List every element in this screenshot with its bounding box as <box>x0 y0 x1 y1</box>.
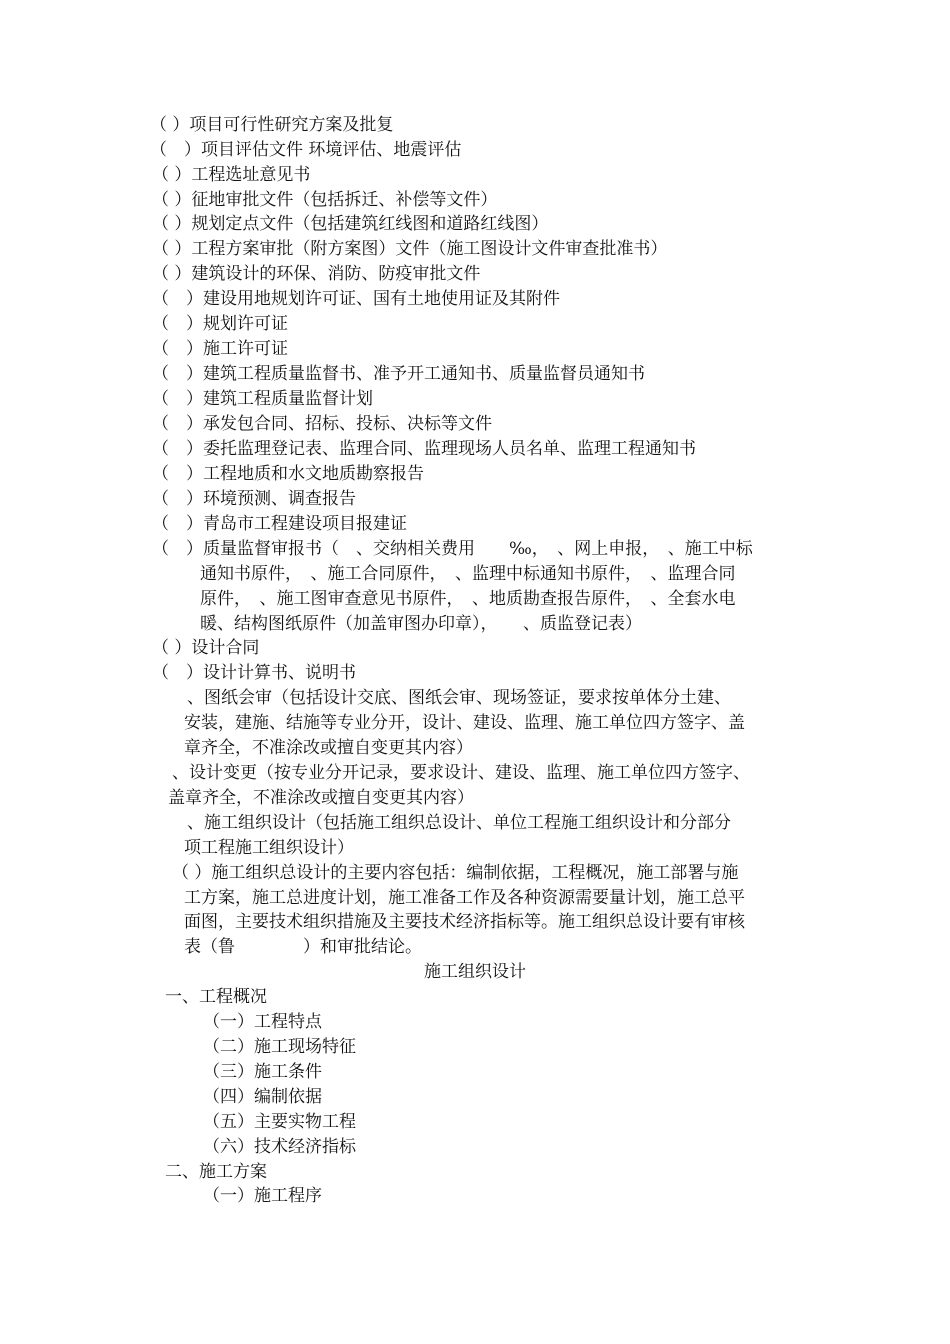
checklist-item: （ ）青岛市工程建设项目报建证 <box>152 514 407 534</box>
checklist-item: （ ）工程地质和水文地质勘察报告 <box>152 464 424 484</box>
outline-subitem: （六）技术经济指标 <box>203 1137 356 1157</box>
outline-section: 一、工程概况 <box>165 987 267 1007</box>
checklist-item: （ ）项目可行性研究方案及批复 <box>150 115 394 135</box>
outline-section: 二、施工方案 <box>165 1162 267 1182</box>
checklist-item: （ ）征地审批文件（包括拆迁、补偿等文件） <box>152 190 498 210</box>
drawing-review-line: 章齐全，不准涂改或擅自变更其内容） <box>184 738 473 758</box>
drawing-review-line: 安装，建施、结施等专业分开，设计、建设、监理、施工单位四方签字、盖 <box>184 713 745 733</box>
general-design-line: （ ）施工组织总设计的主要内容包括：编制依据，工程概况，施工部署与施 <box>172 863 739 883</box>
general-design-line: 表（鲁 ）和审批结论。 <box>184 937 422 957</box>
checklist-item: （ ）规划定点文件（包括建筑红线图和道路红线图） <box>152 214 549 234</box>
outline-subitem: （四）编制依据 <box>203 1087 322 1107</box>
checklist-item: （ ）施工许可证 <box>152 339 288 359</box>
checklist-item: （ ）工程选址意见书 <box>152 165 311 185</box>
checklist-item: （ ）环境预测、调查报告 <box>152 489 356 509</box>
design-item: （ ）设计合同 <box>152 638 260 658</box>
design-change-line: 盖章齐全，不准涂改或擅自变更其内容） <box>168 788 474 808</box>
general-design-line: 工方案，施工总进度计划，施工准备工作及各种资源需要量计划，施工总平 <box>184 888 745 908</box>
outline-subitem: （一）施工程序 <box>203 1186 322 1206</box>
quality-item-line: 通知书原件， 、施工合同原件， 、监理中标通知书原件， 、监理合同 <box>200 564 736 584</box>
checklist-item: （ ）建设用地规划许可证、国有土地使用证及其附件 <box>152 289 560 309</box>
design-item: （ ）设计计算书、说明书 <box>152 663 356 683</box>
checklist-item: （ ）委托监理登记表、监理合同、监理现场人员名单、监理工程通知书 <box>152 439 696 459</box>
checklist-item: （ ）建筑工程质量监督计划 <box>152 389 373 409</box>
design-change-line: 、设计变更（按专业分开记录，要求设计、建设、监理、施工单位四方签字、 <box>172 763 750 783</box>
checklist-item: （ ）建筑设计的环保、消防、防疫审批文件 <box>152 264 481 284</box>
construction-org-line: 项工程施工组织设计） <box>184 838 354 858</box>
checklist-item: （ ）规划许可证 <box>152 314 288 334</box>
checklist-item: （ ）工程方案审批（附方案图）文件（施工图设计文件审查批准书） <box>152 239 668 259</box>
outline-subitem: （五）主要实物工程 <box>203 1112 356 1132</box>
checklist-item: （ ）承发包合同、招标、投标、决标等文件 <box>152 414 492 434</box>
quality-item-line: 原件， 、施工图审查意见书原件， 、地质勘查报告原件， 、全套水电 <box>200 589 736 609</box>
outline-subitem: （三）施工条件 <box>203 1062 322 1082</box>
checklist-item: （ ）项目评估文件 环境评估、地震评估 <box>150 140 462 160</box>
general-design-line: 面图，主要技术组织措施及主要技术经济指标等。施工组织总设计要有审核 <box>184 912 745 932</box>
outline-subitem: （一）工程特点 <box>203 1012 322 1032</box>
checklist-item: （ ）建筑工程质量监督书、准予开工通知书、质量监督员通知书 <box>152 364 645 384</box>
drawing-review-line: 、图纸会审（包括设计交底、图纸会审、现场签证，要求按单体分土建、 <box>187 688 731 708</box>
quality-item-line: （ ）质量监督审报书（ 、交纳相关费用 ‰， 、网上申报， 、施工中标 <box>152 539 753 559</box>
outline-subitem: （二）施工现场特征 <box>203 1037 356 1057</box>
construction-org-line: 、施工组织设计（包括施工组织总设计、单位工程施工组织设计和分部分 <box>187 813 731 833</box>
outline-title: 施工组织设计 <box>424 962 526 982</box>
quality-item-line: 暖、结构图纸原件（加盖审图办印章）， 、质监登记表） <box>200 614 642 634</box>
